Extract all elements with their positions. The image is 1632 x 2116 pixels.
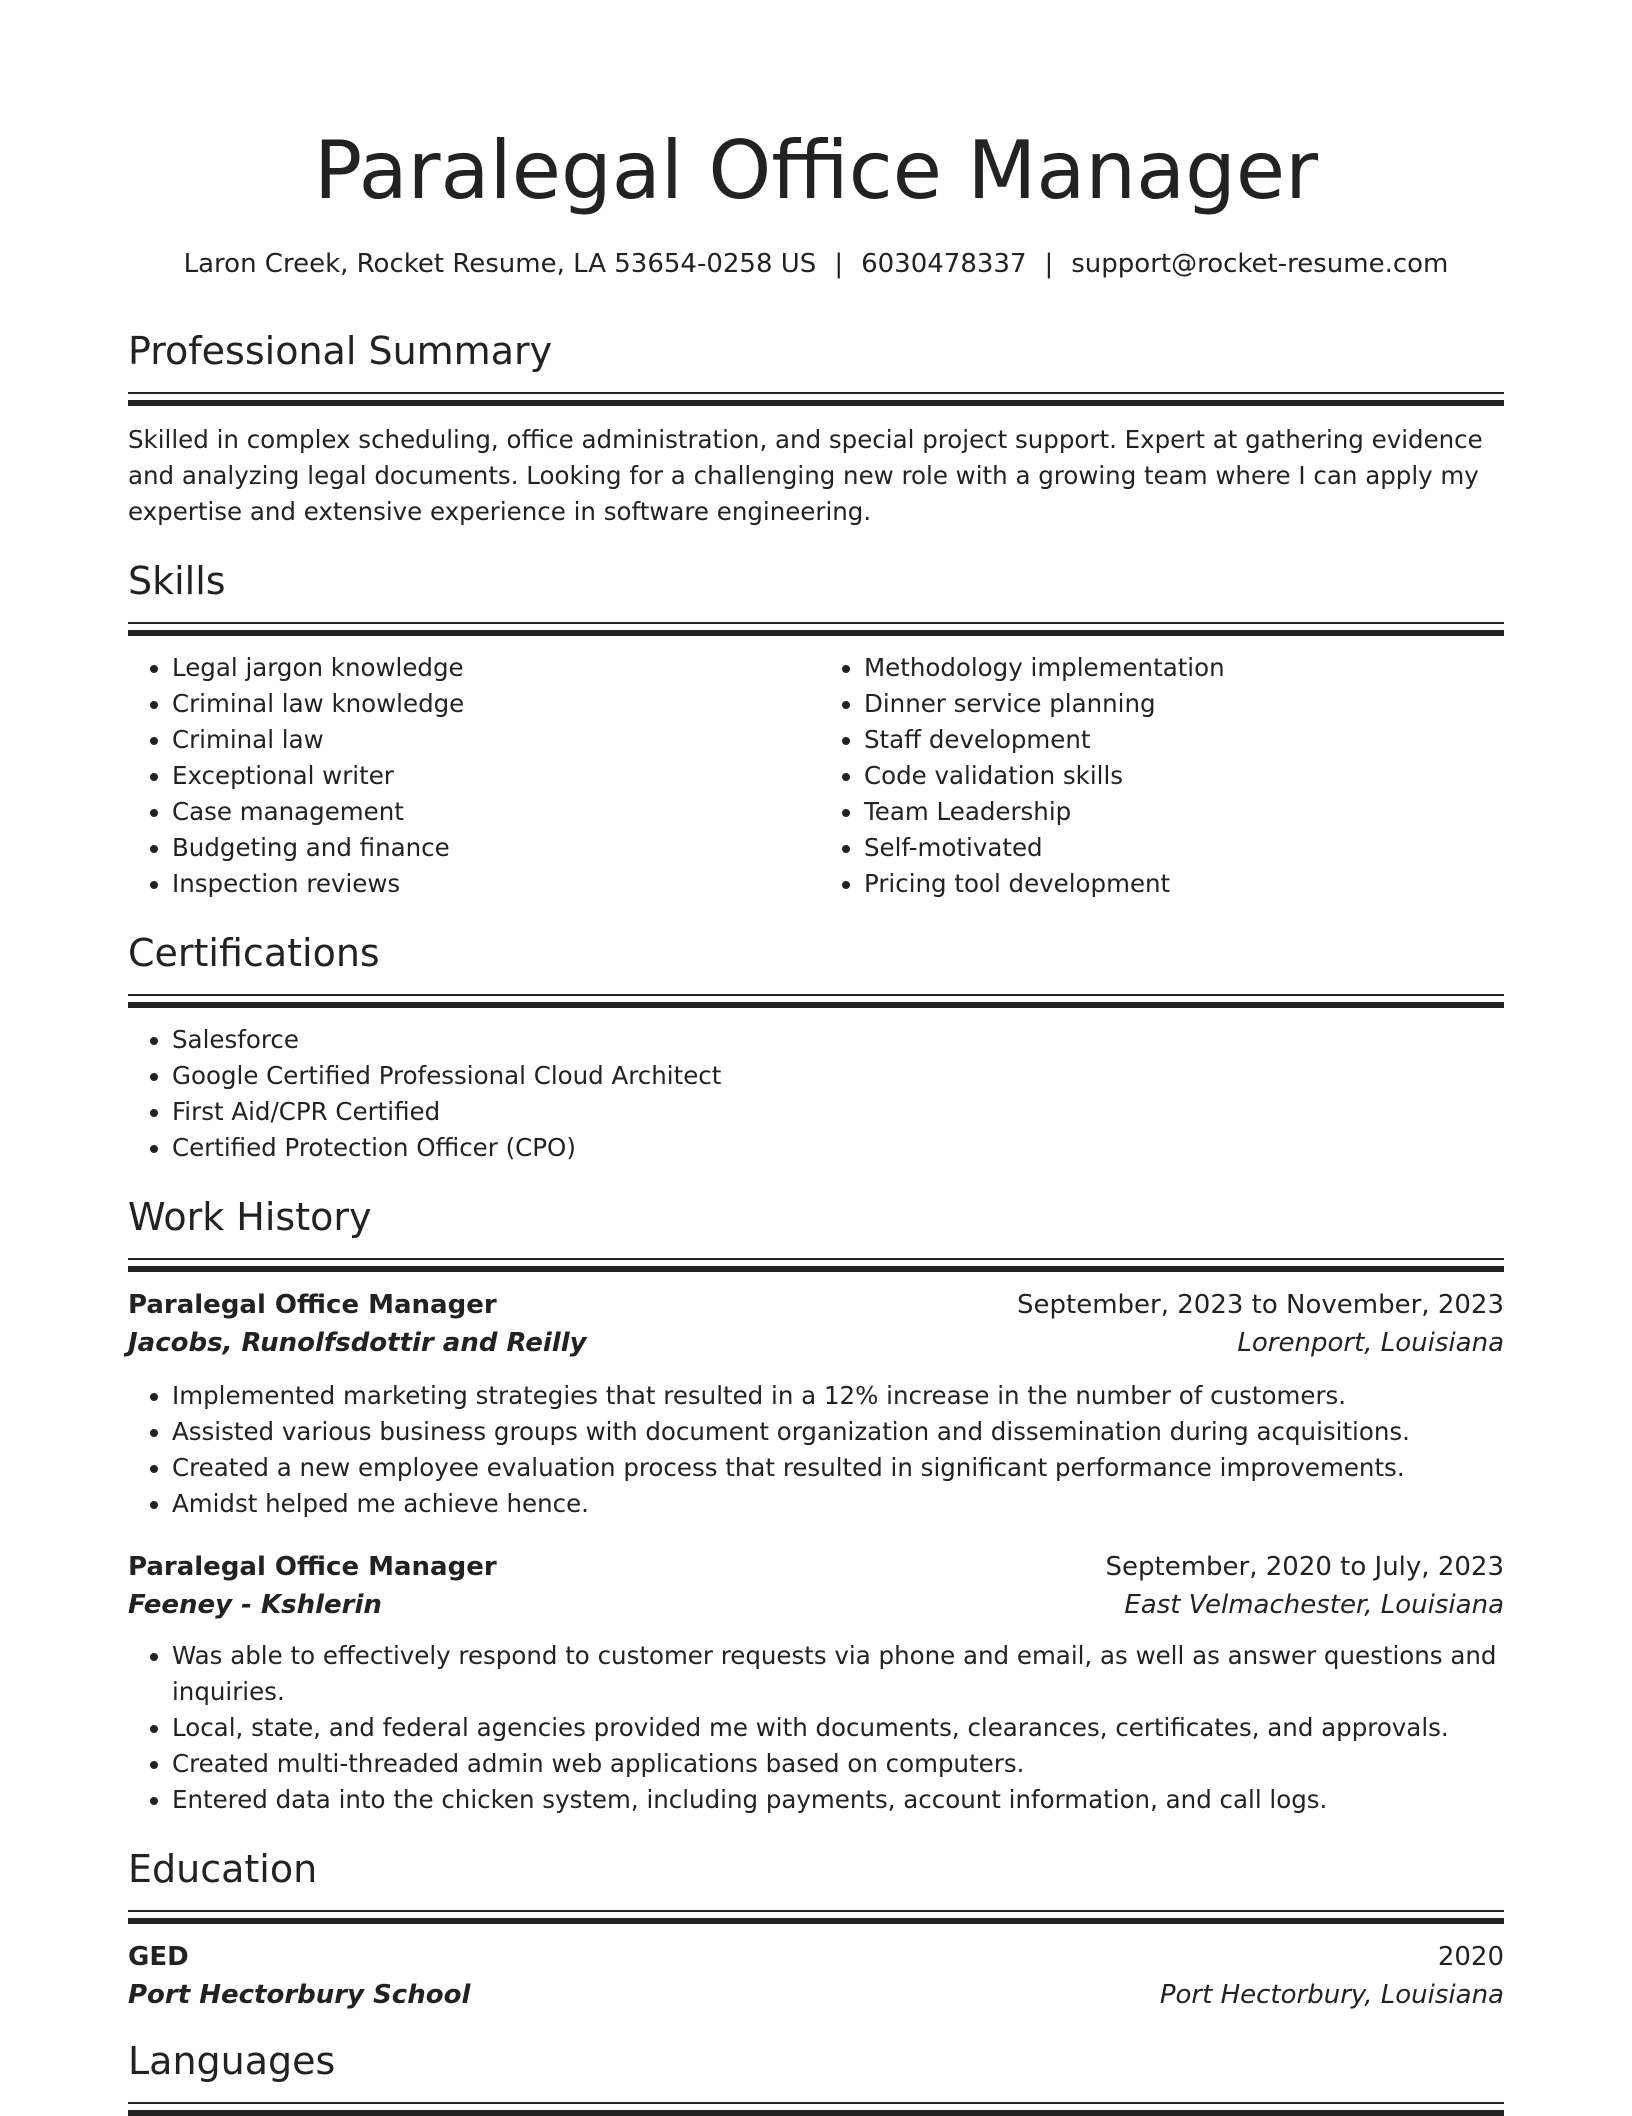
skill-item: • Criminal law bbox=[172, 722, 816, 758]
education-year: 2020 bbox=[1437, 1942, 1504, 1972]
section-divider-thick bbox=[128, 400, 1504, 406]
skill-item: • Pricing tool development bbox=[864, 866, 1504, 902]
skills-heading: Skills bbox=[128, 559, 226, 603]
certification-item: • Google Certified Professional Cloud Architect bbox=[172, 1058, 1504, 1094]
skills-column-left bbox=[128, 650, 816, 902]
job-location: East Velmachester, Louisiana bbox=[1124, 1590, 1504, 1620]
job-entry bbox=[128, 1286, 1504, 1522]
section-divider-thick bbox=[128, 1918, 1504, 1924]
section-divider-thick bbox=[128, 1002, 1504, 1008]
section-divider-thin bbox=[128, 2102, 1504, 2104]
contact-phone: 6030478337 bbox=[861, 249, 1027, 279]
skill-item: • Case management bbox=[172, 794, 816, 830]
skills-section bbox=[128, 556, 1504, 902]
contact-separator: | bbox=[834, 249, 844, 279]
job-title: Paralegal Office Manager bbox=[128, 1290, 497, 1320]
job-bullet: • Created multi-threaded admin web applications based on computers. bbox=[172, 1746, 1504, 1782]
section-divider-thin bbox=[128, 1910, 1504, 1912]
certification-item: • Certified Protection Officer (CPO) bbox=[172, 1130, 1504, 1166]
certifications-section bbox=[128, 928, 1504, 1166]
skill-item: • Code validation skills bbox=[864, 758, 1504, 794]
skill-item: • Legal jargon knowledge bbox=[172, 650, 816, 686]
education-school: Port Hectorbury School bbox=[128, 1980, 471, 2010]
education-location: Port Hectorbury, Louisiana bbox=[1159, 1980, 1504, 2010]
skills-column-right bbox=[816, 650, 1504, 902]
certification-item: • First Aid/CPR Certified bbox=[172, 1094, 1504, 1130]
education-heading: Education bbox=[128, 1847, 318, 1891]
job-location: Lorenport, Louisiana bbox=[1237, 1328, 1504, 1358]
job-bullet: • Amidst helped me achieve hence. bbox=[172, 1486, 1504, 1522]
section-divider-thick bbox=[128, 630, 1504, 636]
summary-text: Skilled in complex scheduling, office administration, and special project support. Expert at gathering evidence and analyzing legal documents. Looking for a challenging new role with a growing team where I can apply my expertise and extensive experience in software engineering. bbox=[128, 425, 1483, 526]
skill-item: • Dinner service planning bbox=[864, 686, 1504, 722]
job-dates: September, 2020 to July, 2023 bbox=[1105, 1552, 1504, 1582]
work-history-section bbox=[128, 1192, 1504, 1818]
languages-heading: Languages bbox=[128, 2039, 336, 2083]
job-company: Jacobs, Runolfsdottir and Reilly bbox=[128, 1328, 587, 1358]
section-divider-thin bbox=[128, 994, 1504, 996]
resume-page bbox=[128, 0, 1504, 2116]
skill-item: • Methodology implementation bbox=[864, 650, 1504, 686]
job-bullet: • Entered data into the chicken system, including payments, account information, and call logs. bbox=[172, 1782, 1504, 1818]
skill-item: • Budgeting and finance bbox=[172, 830, 816, 866]
skill-item: • Criminal law knowledge bbox=[172, 686, 816, 722]
contact-line bbox=[128, 246, 1504, 282]
section-divider-thin bbox=[128, 392, 1504, 394]
education-degree: GED bbox=[128, 1942, 189, 1972]
languages-section bbox=[128, 2036, 1504, 2116]
skills-columns bbox=[128, 650, 1504, 902]
section-divider-thin bbox=[128, 622, 1504, 624]
section-divider-thick bbox=[128, 1266, 1504, 1272]
job-bullet: • Created a new employee evaluation process that resulted in significant performance improvements. bbox=[172, 1450, 1504, 1486]
job-bullet: • Assisted various business groups with document organization and dissemination during acquisitions. bbox=[172, 1414, 1504, 1450]
job-entry bbox=[128, 1548, 1504, 1818]
job-dates: September, 2023 to November, 2023 bbox=[1017, 1290, 1504, 1320]
resume-name: Paralegal Office Manager bbox=[313, 124, 1319, 217]
job-bullet: • Was able to effectively respond to customer requests via phone and email, as well as answer questions and inquiries. bbox=[172, 1638, 1504, 1710]
skill-item: • Inspection reviews bbox=[172, 866, 816, 902]
skill-item: • Exceptional writer bbox=[172, 758, 816, 794]
education-section bbox=[128, 1844, 1504, 2014]
certification-item: • Salesforce bbox=[172, 1022, 1504, 1058]
job-bullet: • Local, state, and federal agencies provided me with documents, clearances, certificates, and approvals. bbox=[172, 1710, 1504, 1746]
work-history-heading: Work History bbox=[128, 1195, 372, 1239]
job-bullet: • Implemented marketing strategies that resulted in a 12% increase in the number of customers. bbox=[172, 1378, 1504, 1414]
contact-separator: | bbox=[1044, 249, 1054, 279]
certifications-heading: Certifications bbox=[128, 931, 380, 975]
skill-item: • Self-motivated bbox=[864, 830, 1504, 866]
contact-address: Laron Creek, Rocket Resume, LA 53654-0258 US bbox=[183, 249, 817, 279]
section-divider-thin bbox=[128, 1258, 1504, 1260]
job-title: Paralegal Office Manager bbox=[128, 1552, 497, 1582]
summary-heading: Professional Summary bbox=[128, 329, 553, 373]
section-divider-thick bbox=[128, 2110, 1504, 2116]
skill-item: • Team Leadership bbox=[864, 794, 1504, 830]
skill-item: • Staff development bbox=[864, 722, 1504, 758]
education-entry bbox=[128, 1938, 1504, 2014]
job-company: Feeney - Kshlerin bbox=[128, 1590, 382, 1620]
contact-email: support@rocket-resume.com bbox=[1071, 249, 1449, 279]
summary-section bbox=[128, 326, 1504, 530]
